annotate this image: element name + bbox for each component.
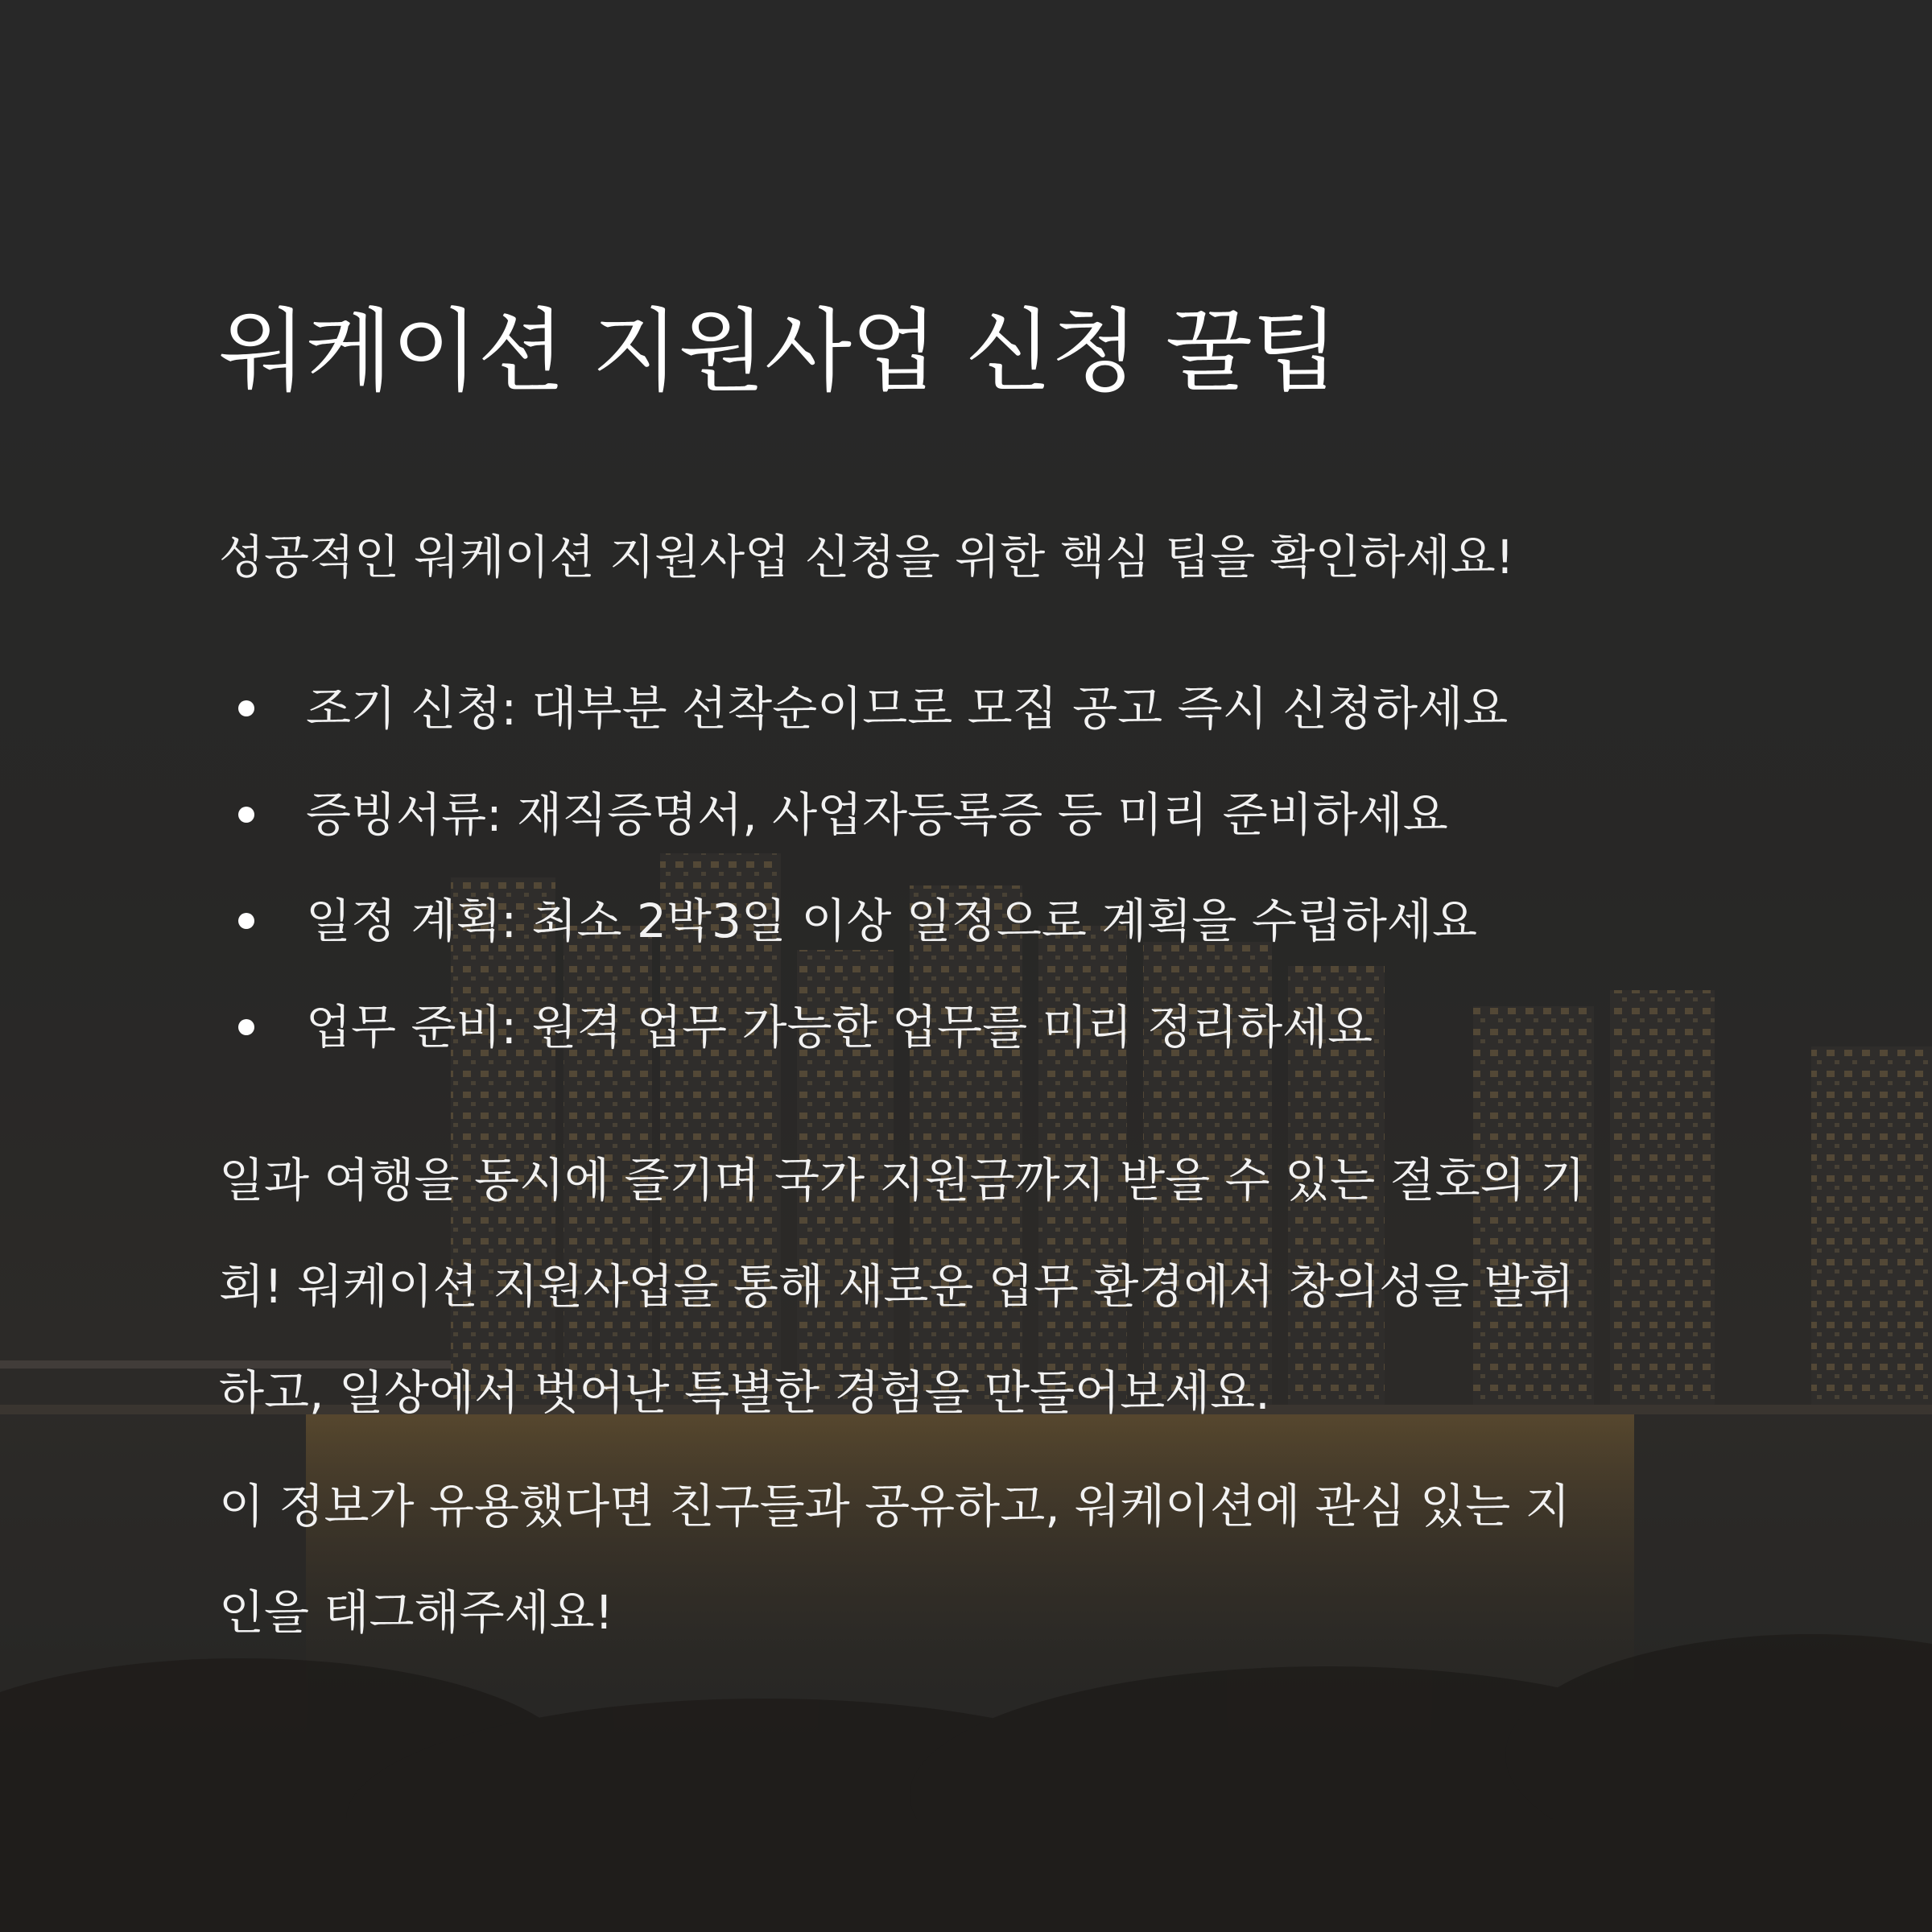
page-title: 워케이션 지원사업 신청 꿀팁: [219, 299, 1339, 404]
list-item: [219, 995, 1508, 1101]
list-item: [219, 676, 1508, 782]
tips-list: [219, 676, 1508, 1101]
tip-text: 업무 준비: 원격 업무 가능한 업무를 미리 정리하세요: [306, 1000, 1373, 1055]
paragraph-line: 일과 여행을 동시에 즐기며 국가 지원금까지 받을 수 있는 절호의 기: [219, 1153, 1586, 1208]
bullet-icon: [238, 913, 254, 929]
paragraph-line: 회! 워케이션 지원사업을 통해 새로운 업무 환경에서 창의성을 발휘: [219, 1259, 1575, 1314]
paragraph-line: 하고, 일상에서 벗어난 특별한 경험을 만들어보세요.: [219, 1365, 1270, 1420]
paragraph-line: 인을 태그해주세요!: [219, 1585, 613, 1640]
list-item: [219, 782, 1508, 889]
tip-text: 조기 신청: 대부분 선착순이므로 모집 공고 즉시 신청하세요: [306, 681, 1509, 736]
tip-text: 일정 계획: 최소 2박3일 이상 일정으로 계획을 수립하세요: [306, 894, 1478, 948]
bullet-icon: [238, 700, 254, 716]
tip-text: 증빙서류: 재직증명서, 사업자등록증 등 미리 준비하세요: [306, 787, 1448, 842]
share-paragraph: [219, 1453, 1732, 1666]
body-paragraph: [219, 1127, 1732, 1446]
bullet-icon: [238, 1019, 254, 1035]
list-item: [219, 889, 1508, 995]
paragraph-line: 이 정보가 유용했다면 친구들과 공유하고, 워케이션에 관심 있는 지: [219, 1479, 1571, 1534]
bullet-icon: [238, 807, 254, 823]
subtitle: 성공적인 워케이션 지원사업 신청을 위한 핵심 팁을 확인하세요!: [219, 530, 1515, 584]
